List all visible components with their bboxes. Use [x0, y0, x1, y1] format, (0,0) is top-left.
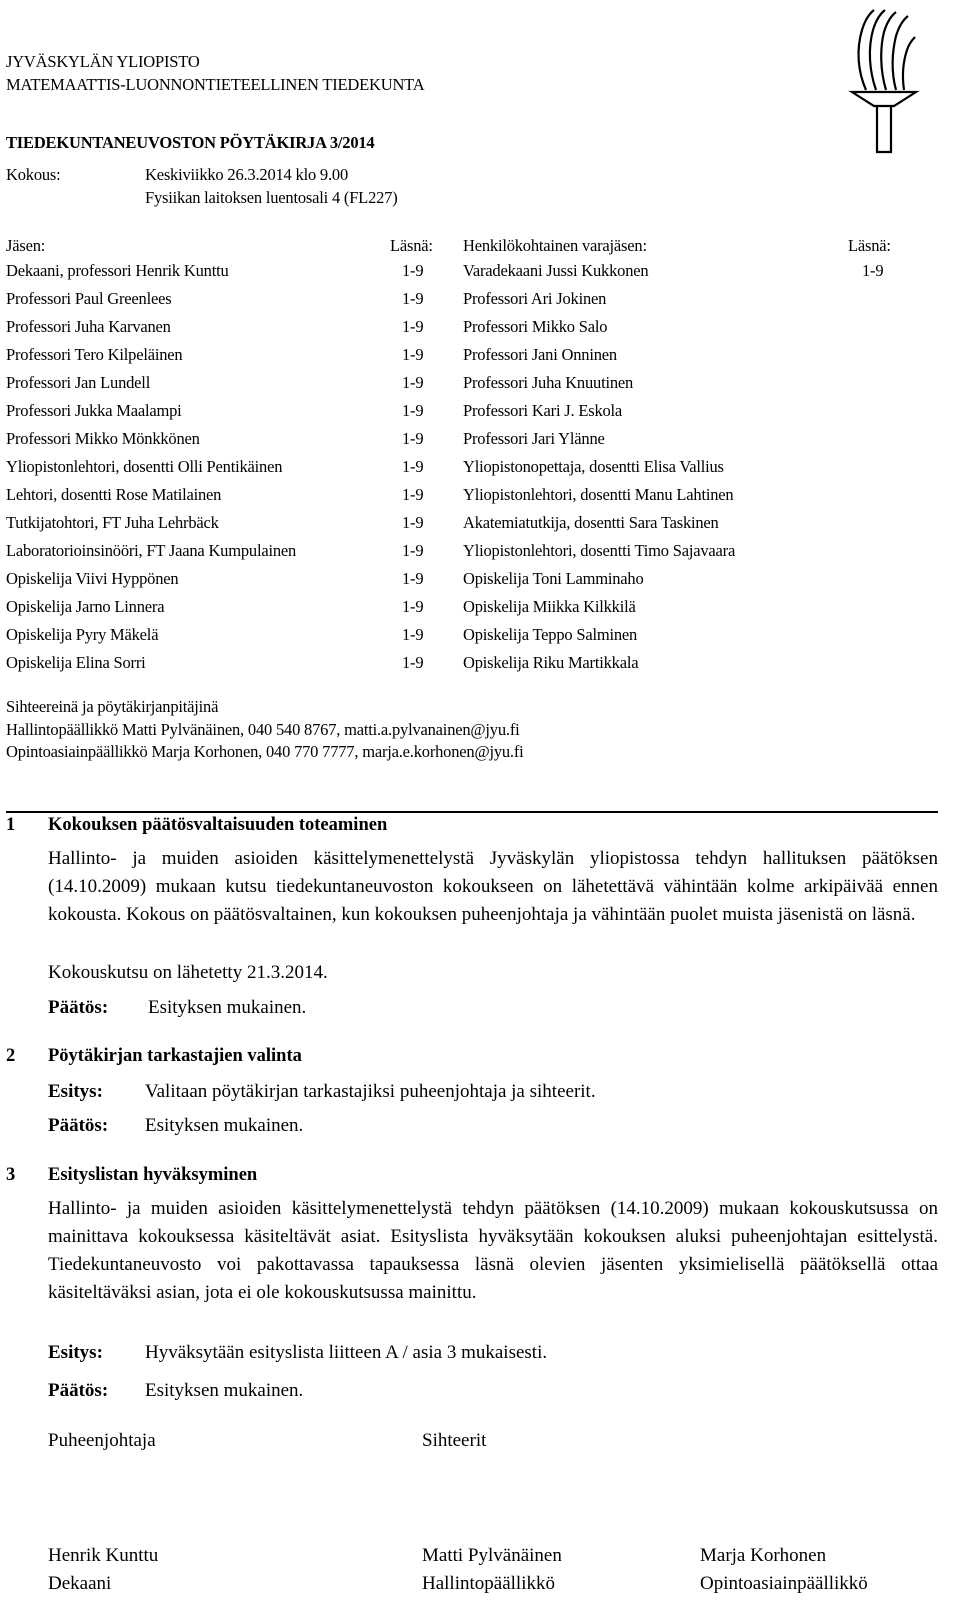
- item-3-body: Hallinto- ja muiden asioiden käsittelymenettelystä tehdyn päätöksen (14.10.2009) mukaan kokouskutsussa on mainittava kokouksessa käsiteltävät asiat. Esityslista hyväksytään kokouksen aluksi puheenjohtajan esittelystä. Tiedekuntaneuvosto voi pakottavassa tapauksessa läsnä olevien jäsenten yksimielisellä päätöksellä ottaa käsiteltäväksi asian, jota ei ole kokouskutsussa mainittu.: [48, 1198, 938, 1303]
- member-present: 1-9: [402, 261, 424, 280]
- member-name: Opiskelija Jarno Linnera: [6, 597, 165, 616]
- deputy-name: Professori Mikko Salo: [463, 317, 608, 336]
- member-present: 1-9: [402, 317, 424, 336]
- deputy-name: Opiskelija Miikka Kilkkilä: [463, 597, 636, 616]
- member-name: Professori Jan Lundell: [6, 373, 151, 392]
- item-3-number: 3: [6, 1165, 16, 1185]
- meeting-place: Fysiikan laitoksen luentosali 4 (FL227): [145, 188, 398, 207]
- deputy-name: Opiskelija Toni Lamminaho: [463, 569, 644, 588]
- document-title: TIEDEKUNTANEUVOSTON PÖYTÄKIRJA 3/2014: [6, 133, 375, 152]
- faculty-name: MATEMAATTIS-LUONNONTIETEELLINEN TIEDEKUNTA: [6, 75, 425, 94]
- university-name: JYVÄSKYLÄN YLIOPISTO: [6, 52, 200, 71]
- member-present: 1-9: [402, 653, 424, 672]
- signer-title: Opintoasiainpäällikkö: [700, 1573, 868, 1594]
- item-3-title: Esityslistan hyväksyminen: [48, 1165, 258, 1185]
- item-3-proposal: Hyväksytään esityslista liitteen A / asia 3 mukaisesti.: [145, 1342, 548, 1363]
- deputy-name: Varadekaani Jussi Kukkonen: [463, 261, 649, 280]
- item-3-decision: Esityksen mukainen.: [145, 1380, 304, 1401]
- member-name: Professori Juha Karvanen: [6, 317, 171, 336]
- header-present: Läsnä:: [390, 236, 433, 255]
- deputy-name: Professori Juha Knuutinen: [463, 373, 634, 392]
- member-name: Yliopistonlehtori, dosentti Olli Pentikäinen: [6, 457, 283, 476]
- member-name: Professori Jukka Maalampi: [6, 401, 182, 420]
- member-present: 1-9: [402, 401, 424, 420]
- member-present: 1-9: [402, 597, 424, 616]
- member-name: Lehtori, dosentti Rose Matilainen: [6, 485, 222, 504]
- deputy-name: Professori Jari Ylänne: [463, 429, 605, 448]
- member-name: Opiskelija Viivi Hyppönen: [6, 569, 179, 588]
- member-name: Dekaani, professori Henrik Kunttu: [6, 261, 229, 280]
- secretary-line-2: Opintoasiainpäällikkö Marja Korhonen, 040 770 7777, marja.e.korhonen@jyu.fi: [6, 742, 524, 761]
- member-name: Opiskelija Elina Sorri: [6, 653, 146, 672]
- item-3-decision-label: Päätös:: [48, 1380, 109, 1401]
- deputy-name: Opiskelija Riku Martikkala: [463, 653, 639, 672]
- member-name: Laboratorioinsinööri, FT Jaana Kumpulainen: [6, 541, 297, 560]
- header-deputy-present: Läsnä:: [848, 236, 891, 255]
- member-present: 1-9: [402, 513, 424, 532]
- member-present: 1-9: [402, 429, 424, 448]
- item-1-title: Kokouksen päätösvaltaisuuden toteaminen: [48, 815, 388, 835]
- deputy-present: 1-9: [862, 261, 884, 280]
- member-name: Tutkijatohtori, FT Juha Lehrbäck: [6, 513, 219, 532]
- chair-label: Puheenjohtaja: [48, 1430, 156, 1451]
- member-name: Professori Tero Kilpeläinen: [6, 345, 183, 364]
- item-1-extra: Kokouskutsu on lähetetty 21.3.2014.: [48, 962, 328, 983]
- item-1-decision: Esityksen mukainen.: [148, 997, 307, 1018]
- item-1-body: Hallinto- ja muiden asioiden käsittelymenettelystä Jyväskylän yliopistossa tehdyn hallituksen päätöksen (14.10.2009) mukaan kutsu tiedekuntaneuvoston kokoukseen on lähetettävä vähintään kolme arkipäivää ennen kokousta. Kokous on päätösvaltainen, kun kokouksen puheenjohtaja ja vähintään puolet muista jäsenistä on läsnä.: [48, 848, 938, 925]
- signer-title: Hallintopäällikkö: [422, 1573, 555, 1594]
- member-present: 1-9: [402, 569, 424, 588]
- item-2-decision: Esityksen mukainen.: [145, 1115, 304, 1136]
- header-member: Jäsen:: [6, 236, 46, 255]
- deputy-name: Professori Kari J. Eskola: [463, 401, 623, 420]
- university-logo: [836, 6, 926, 161]
- deputy-name: Yliopistonlehtori, dosentti Manu Lahtinen: [463, 485, 734, 504]
- meeting-label: Kokous:: [6, 165, 61, 184]
- member-name: Professori Paul Greenlees: [6, 289, 172, 308]
- member-present: 1-9: [402, 625, 424, 644]
- item-2-title: Pöytäkirjan tarkastajien valinta: [48, 1046, 302, 1066]
- item-1-number: 1: [6, 815, 16, 835]
- item-2-proposal-label: Esitys:: [48, 1081, 103, 1102]
- deputy-name: Yliopistonopettaja, dosentti Elisa Vallius: [463, 457, 724, 476]
- member-present: 1-9: [402, 485, 424, 504]
- section-divider: [6, 811, 938, 813]
- member-present: 1-9: [402, 541, 424, 560]
- secretary-label: Sihteerit: [422, 1430, 487, 1451]
- secretary-line-1: Hallintopäällikkö Matti Pylvänäinen, 040 540 8767, matti.a.pylvanainen@jyu.fi: [6, 720, 520, 739]
- secretaries-label: Sihteereinä ja pöytäkirjanpitäjinä: [6, 697, 219, 716]
- meeting-time: Keskiviikko 26.3.2014 klo 9.00: [145, 165, 348, 184]
- deputy-name: Professori Ari Jokinen: [463, 289, 607, 308]
- item-2-proposal: Valitaan pöytäkirjan tarkastajiksi puheenjohtaja ja sihteerit.: [145, 1081, 596, 1102]
- member-name: Professori Mikko Mönkkönen: [6, 429, 200, 448]
- item-2-decision-label: Päätös:: [48, 1115, 109, 1136]
- deputy-name: Professori Jani Onninen: [463, 345, 617, 364]
- deputy-name: Yliopistonlehtori, dosentti Timo Sajavaara: [463, 541, 736, 560]
- signer-name: Matti Pylvänäinen: [422, 1545, 562, 1566]
- member-present: 1-9: [402, 373, 424, 392]
- member-present: 1-9: [402, 457, 424, 476]
- deputy-name: Opiskelija Teppo Salminen: [463, 625, 638, 644]
- signer-name: Henrik Kunttu: [48, 1545, 159, 1566]
- item-3-proposal-label: Esitys:: [48, 1342, 103, 1363]
- member-present: 1-9: [402, 345, 424, 364]
- member-name: Opiskelija Pyry Mäkelä: [6, 625, 159, 644]
- item-1-decision-label: Päätös:: [48, 997, 109, 1018]
- signer-name: Marja Korhonen: [700, 1545, 827, 1566]
- deputy-name: Akatemiatutkija, dosentti Sara Taskinen: [463, 513, 719, 532]
- signer-title: Dekaani: [48, 1573, 112, 1594]
- item-2-number: 2: [6, 1046, 16, 1066]
- header-deputy: Henkilökohtainen varajäsen:: [463, 236, 647, 255]
- member-present: 1-9: [402, 289, 424, 308]
